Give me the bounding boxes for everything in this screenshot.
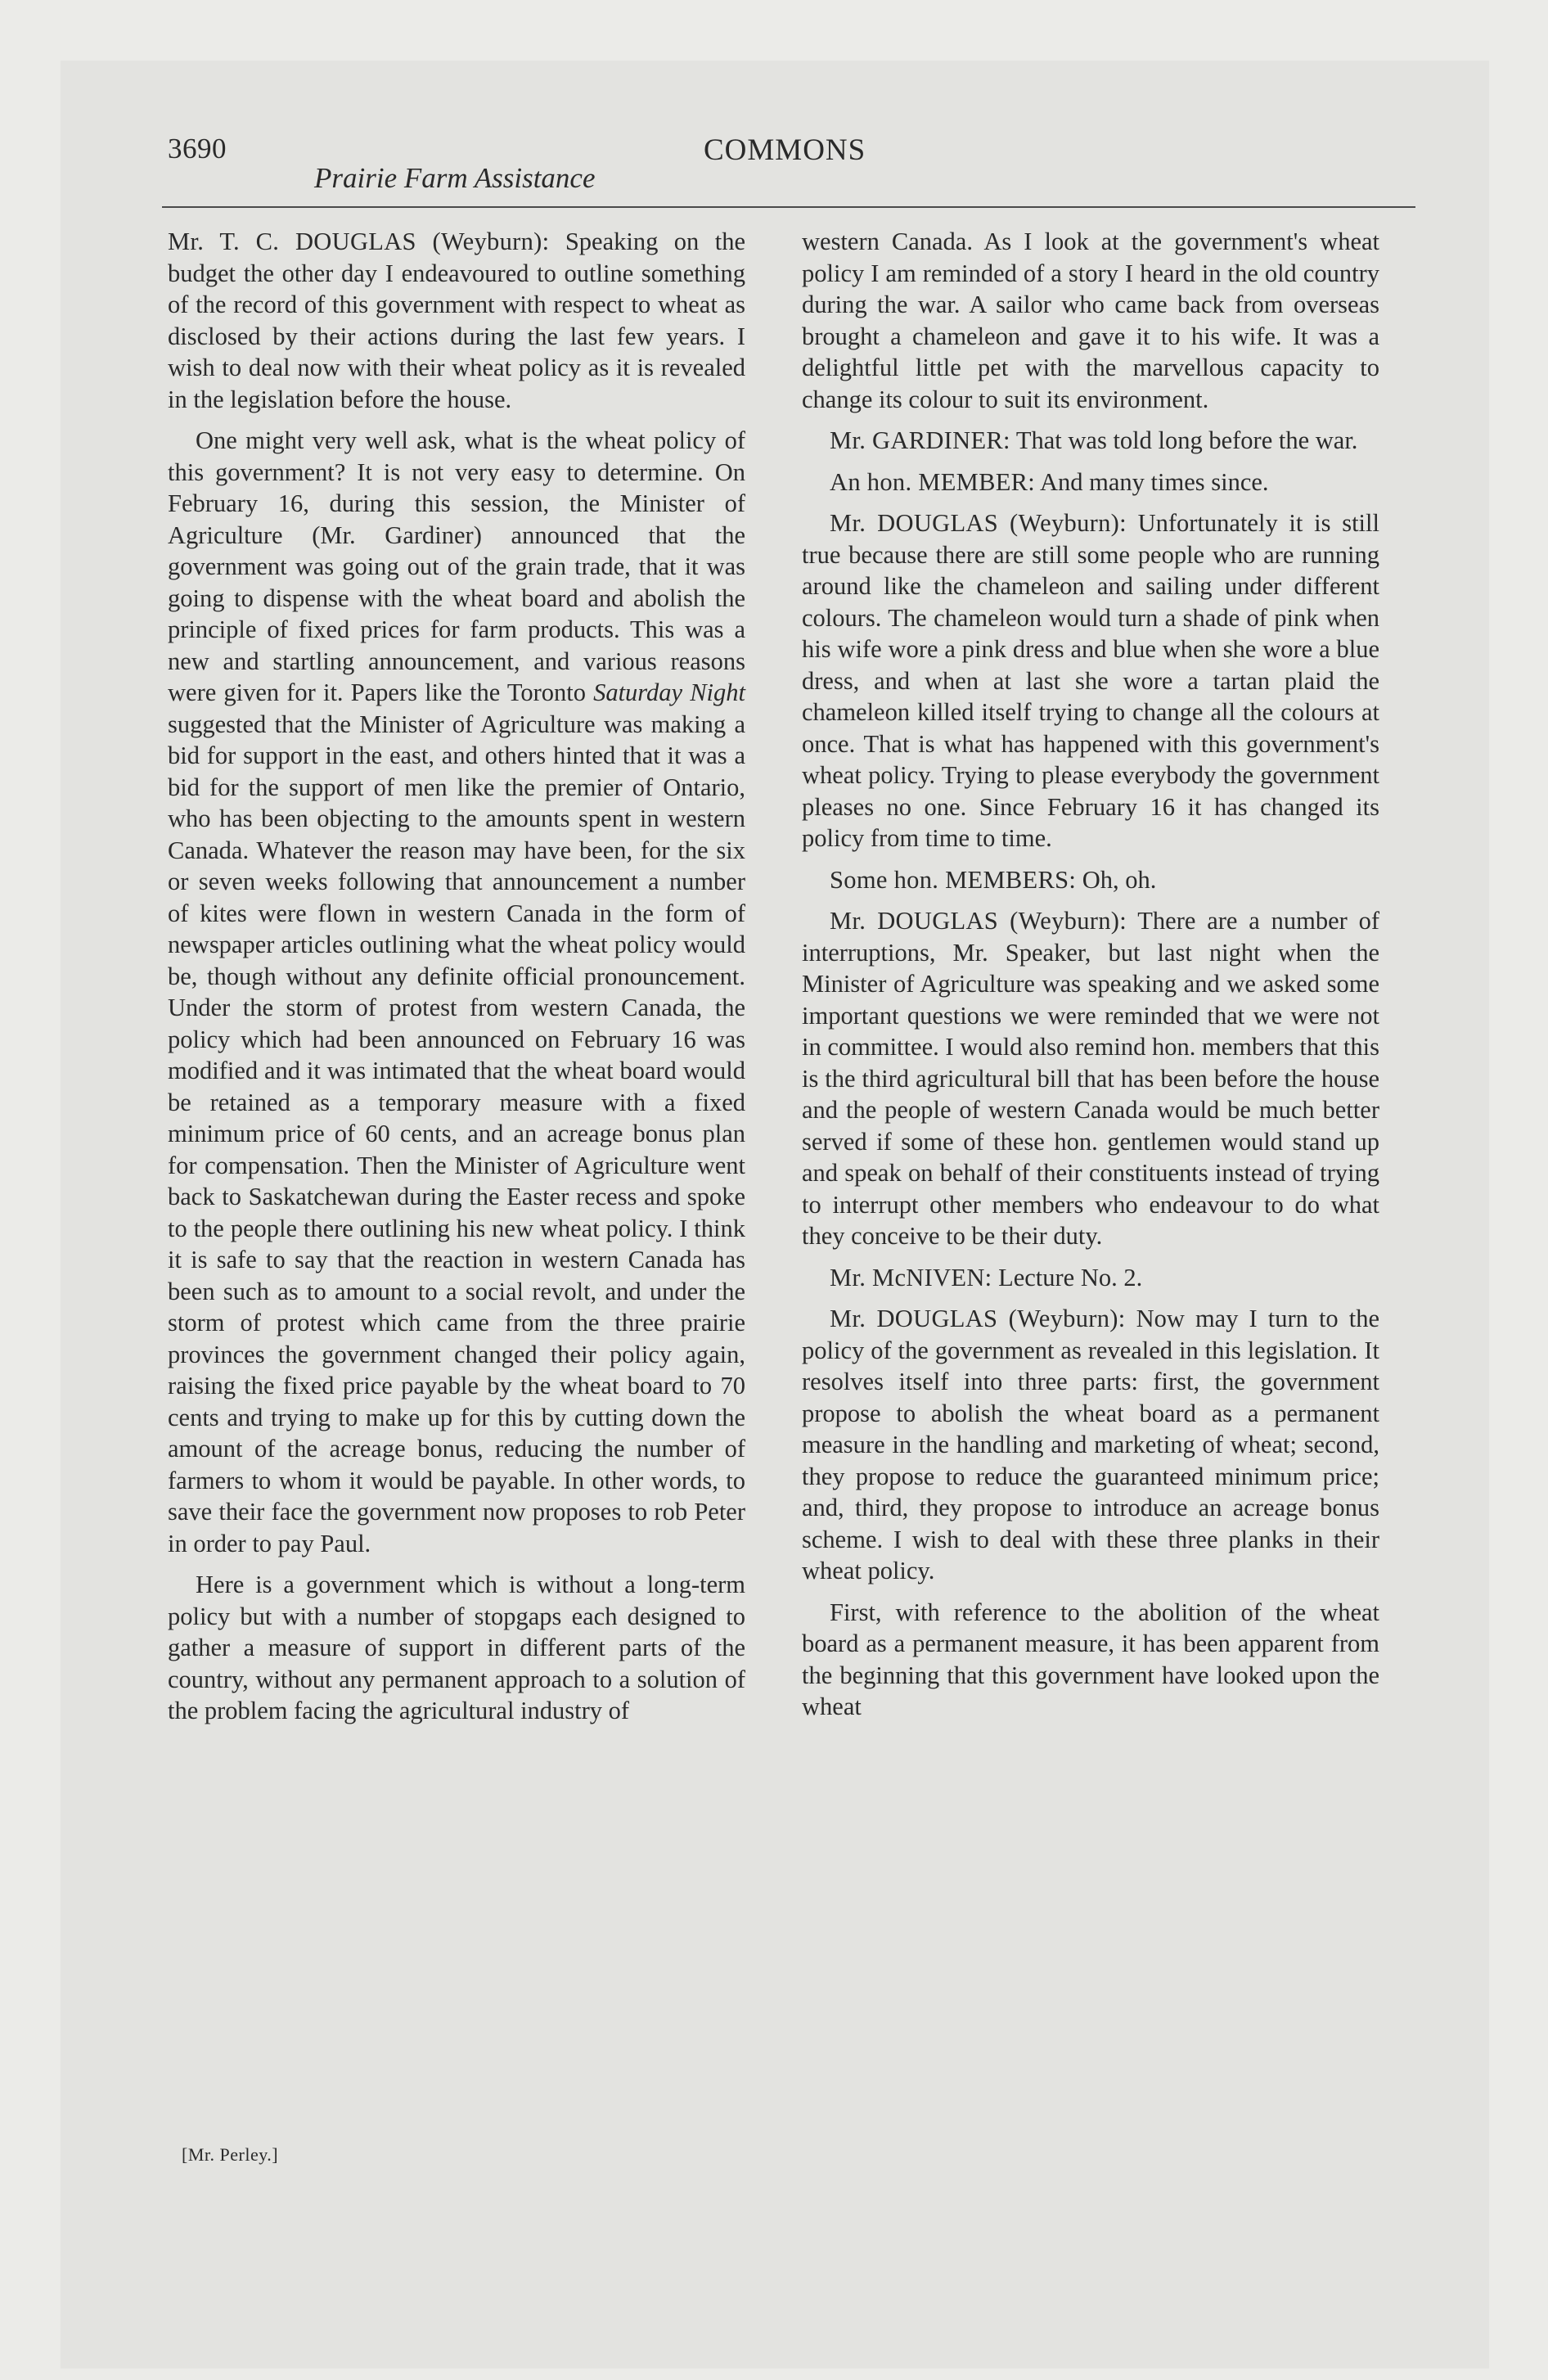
paragraph — [802, 467, 1379, 498]
speaker-name: Mr. GARDINER: — [830, 426, 1010, 454]
speaker-name: Mr. DOUGLAS (Weyburn): — [830, 907, 1127, 935]
paragraph-text: There are a number of interruptions, Mr. Speaker, but last night when the Minister of Agriculture was speaking and we asked some important questions we were reminded that we were not in committee. I would also remind hon. members that this is the third agricultural bill that has been before the house and the people of western Canada would be much better served if some of these hon. gentlemen would stand up and speak on behalf of their constituents instead of trying to interrupt other members who endeavour to do what they conceive to be their duty. — [802, 907, 1380, 1250]
paragraph-text: That was told long before the war. — [1010, 426, 1358, 454]
paragraph-text: And many times since. — [1035, 467, 1269, 496]
speaker-name: Mr. McNIVEN: — [830, 1263, 992, 1291]
paragraph — [168, 226, 745, 415]
left-column — [168, 226, 745, 1737]
paragraph — [802, 1597, 1379, 1723]
paragraph — [802, 425, 1379, 457]
right-column — [802, 226, 1379, 1733]
paragraph — [802, 1303, 1379, 1587]
page-number: 3690 — [168, 133, 227, 165]
paragraph-text: Oh, oh. — [1076, 865, 1157, 894]
speaker-name: An hon. MEMBER: — [830, 467, 1036, 496]
paragraph-text: suggested that the Minister of Agriculture was making a bid for support in the east, and others hinted that it was a bid for the support of men like the premier of Ontario, who has been objecting to the amounts spent in western Canada. Whatever the reason may have been, for the six or seven weeks following that announcement a number of kites were flown in western Canada in the form of newspaper articles outlining what the wheat policy would be, though without any definite official pronouncement. Under the storm of protest from western Canada, the policy which had been announced on February 16 was modified and it was intimated that the wheat board would be retained as a temporary measure with a fixed minimum price of 60 cents, and an acreage bonus plan for compensation. Then the Minister of Agriculture went back to Saskatchewan during the Easter recess and spoke to the people there outlining his new wheat policy. I think it is safe to say that the reaction in western Canada has been such as to amount to a social revolt, and under the storm of protest which came from the three prairie provinces the government changed their policy again, raising the fixed price payable by the wheat board to 70 cents and trying to make up for this by cutting down the amount of the acreage bonus, reducing the number of farmers to whom it would be payable. In other words, to save their face the government now proposes to rob Peter in order to pay Paul. — [168, 710, 745, 1557]
running-title: Prairie Farm Assistance — [314, 162, 596, 194]
paragraph-text: Unfortunately it is still true because there are still some people who are running around like the chameleon and sailing under different colours. The chameleon would turn a shade of pink when his wife wore a pink dress and blue when she wore a blue dress, and when at last she wore a tartan plaid the chameleon killed itself trying to change all the colours at once. That is what has happened with this government's wheat policy. Trying to please everybody the government pleases no one. Since February 16 it has changed its policy from time to time. — [802, 509, 1379, 852]
paragraph — [802, 1262, 1379, 1294]
header-rule — [162, 206, 1415, 208]
paragraph — [802, 226, 1379, 415]
paragraph — [168, 425, 745, 1559]
paragraph — [168, 1569, 745, 1727]
paragraph-text: Lecture No. 2. — [992, 1263, 1143, 1291]
speaker-name: Mr. DOUGLAS (Weyburn): — [830, 1305, 1126, 1332]
footer-note: [Mr. Perley.] — [182, 2144, 279, 2165]
paragraph-text: Here is a government which is without a long-term policy but with a number of stopgaps each designed to gather a measure of support in different parts of the country, without any permanent approach to a solution of the problem facing the agricultural industry of — [168, 1571, 745, 1724]
paragraph-text: Now may I turn to the policy of the government as revealed in this legislation. It resolves itself into three parts: first, the government propose to abolish the wheat board as a permanent measure in the handling and marketing of wheat; second, they propose to reduce the guaranteed minimum price; and, third, they propose to introduce an acreage bonus scheme. I wish to deal with these three planks in their wheat policy. — [802, 1305, 1379, 1584]
paragraph — [802, 905, 1379, 1252]
paragraph — [802, 507, 1379, 854]
paragraph-text: Speaking on the budget the other day I endeavoured to outline something of the record of this government with respect to wheat as disclosed by their actions during the last few years. I wish to deal now with their wheat policy as it is revealed in the legislation before the house. — [168, 228, 745, 413]
paragraph — [802, 864, 1379, 896]
speaker-name: Mr. DOUGLAS (Weyburn): — [830, 509, 1127, 537]
speaker-name: Mr. T. C. DOUGLAS (Weyburn): — [168, 228, 550, 255]
chamber-heading: COMMONS — [704, 133, 866, 167]
paragraph-text: western Canada. As I look at the government's wheat policy I am reminded of a story I heard in the old country during the war. A sailor who came back from overseas brought a chameleon and gave it to his wife. It was a delightful little pet with the marvellous capacity to change its colour to suit its environment. — [802, 228, 1379, 413]
publication-title: Saturday Night — [593, 678, 745, 706]
paragraph-text: First, with reference to the abolition of the wheat board as a permanent measure, it has been apparent from the beginning that this government have looked upon the wheat — [802, 1598, 1379, 1720]
paragraph-text: One might very well ask, what is the wheat policy of this government? It is not very easy to determine. On February 16, during this session, the Minister of Agriculture (Mr. Gardiner) announced that the government was going out of the grain trade, that it was going to dispense with the wheat board and abolish the principle of fixed prices for farm products. This was a new and startling announcement, and various reasons were given for it. Papers like the Toronto — [168, 426, 745, 706]
speaker-name: Some hon. MEMBERS: — [830, 865, 1077, 894]
